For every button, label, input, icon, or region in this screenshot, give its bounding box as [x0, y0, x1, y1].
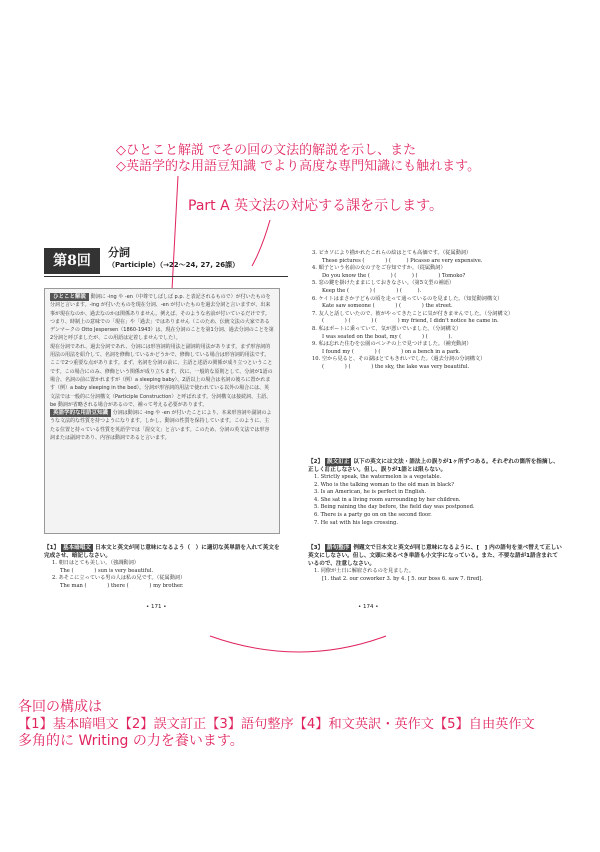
- list-item: 3. ピカソにより描かれたこれらの絵はとても高価です。（従属動詞）: [312, 250, 472, 256]
- list-item: 9. 私は忘れた住むを公園のベンチの上で見つけました。（補充動詞）: [312, 341, 472, 348]
- right-page-number: • 174 •: [358, 604, 379, 610]
- list-item: These pictures ( ) ( ) Picasso are very expensive.: [322, 257, 483, 264]
- explanation-box: [44, 288, 280, 534]
- list-item: ( ) ( ) ( ) my friend, I didn't notice he came in.: [322, 318, 499, 325]
- ex1-en: The ( ) sun is very beautiful.: [60, 567, 154, 574]
- section-2-items: [314, 474, 562, 527]
- list-item: I found my ( ) ( ) on a bench in a park.: [322, 348, 461, 355]
- tag-mame: 英語学的な用語豆知識: [50, 409, 111, 417]
- section-3-num: 【3】: [308, 545, 324, 551]
- list-item: 3. Is an American, he is perfect in English.: [314, 489, 427, 496]
- sec3-item-jp: 1. 同僚が土日に解雇されるのを見ました。: [314, 568, 414, 574]
- section-3-header: [308, 544, 562, 568]
- sec3-item-en: [1. that 2. our coworker 3. by 4. [ 5. our boss 6. saw 7. fired].: [322, 575, 483, 582]
- explanation-para2: 現在分詞であれ、過去分詞であれ、分詞には形容詞的用法と副詞的用法があります。まず形容詞的用法の用法を紹介して、名詞を修飾しているかどうかで、修飾している場合は形容詞的用法です。ここで2つ重要な点があります。まず、名詞を分詞の前に、主語と述語の関係が成り立つということです。この場合にのみ、修飾という関係が成り立ちます。次に、一般的な原則として、分詞が1語の場合、名詞の前に置かれますが（例）a sleeping baby）、2語以上の場合は名詞の後ろに置かれます（例）a baby sleeping in the bed）。分詞が形容詞的用法で使われている以外の場合には、英文法では一般的に分詞構文（Participle Construction）と呼ばれます。分詞構文は接続詞、主語、be 動詞が省略される場合があるので、補って考える必要があります。: [50, 343, 273, 408]
- exercise-1-instruction: 日本文と英文が同じ意味になるよう（ ）に適切な英単語を入れて英文を完成させ、暗記しなさい。: [44, 545, 280, 559]
- callout-bottom-line2: 【1】基本暗唱文【2】誤文訂正【3】語句整序【4】和文英訳・英作文【5】自由英作文: [18, 717, 535, 732]
- explanation-text1: 動詞に -ing や -en（中尊でしばしば p.p. と表記されるもので）が付いたものを分詞と言います。-ing が付いたものを現在分詞、-en が付いたものを過去分詞と言いますが、出来事が現在なのか、過去なのかは関係ありません。例えば、そのような名前が付いているだけです。つまり、時制上の意味での「現在」や「過去」ではありません（このため、伝統文法の大家であるデンマークの Otto Jespersen（1860-1943）は、現在分詞のことを第1分詞、過去分詞のことを第2分詞と呼びましたが、この用語は定着しませんでした）。: [50, 294, 274, 342]
- callout-line-bottom: [210, 636, 386, 652]
- callout-part-a: Part A 英文法の対応する課を示します。: [188, 198, 443, 214]
- list-item: 6. ケイトはまさか子どもの頃を走って通っているのを見ました。（知覚動詞構文）: [312, 295, 503, 302]
- list-item: Kate saw someone ( ) ( ) the street.: [322, 303, 453, 310]
- ex2-jp: 2. あそこに立っている男の人は私の兄です。（従属動詞）: [52, 575, 186, 582]
- explanation-para1: [50, 293, 274, 343]
- callout-top-line2: ◇英語学的な用語豆知識 でより高度な専門知識にも触れます。: [116, 159, 481, 174]
- explanation-para3: [50, 409, 274, 442]
- ex2-en: The man ( ) there ( ) my brother.: [60, 582, 184, 589]
- list-item: 7. He sat with his legs crossing.: [314, 519, 398, 526]
- ex1-jp: 1. 朝日はとても美しい。（強調動詞）: [52, 560, 139, 566]
- section-2-instruction: 以下の英文には文法・語法上の誤りが1ヶ所ずつある。それぞれの箇所を指摘し、正しく訂正しなさい。但し、誤りが1語とは限らない。: [308, 459, 559, 473]
- title-rule: [44, 276, 288, 277]
- list-item: 8. 私はボートに乗っていて、気が悪いでいました。（分詞構文）: [312, 325, 462, 332]
- exercise-1-num: 【1】: [44, 545, 60, 551]
- exercise-1-tag: 基本暗唱文: [63, 545, 92, 551]
- list-item: 6. There is a party go on on the second floor.: [314, 511, 432, 518]
- list-item: 7. 友人と話していたので、彼がやってきたことに気が付きませんでした。（分詞構文）: [312, 310, 514, 317]
- list-item: 5. 窓の鍵を掛けたままにしておきなさい。（第5文型の補語）: [312, 280, 455, 287]
- list-item: 2. Who is the talking woman to the old man in black?: [314, 481, 454, 488]
- lesson-badge: 第8回: [44, 248, 100, 274]
- right-page: [308, 232, 564, 632]
- lesson-title: 分詞: [108, 246, 130, 259]
- list-item: 4. She sat in a living room surrounding by her children.: [314, 496, 461, 503]
- left-page: [36, 232, 288, 632]
- list-item: 1. Strictly speak, the watermelon is a vegetable.: [314, 474, 442, 480]
- callout-bottom-line3: 多角的に Writing の力を養います。: [18, 733, 244, 749]
- list-item: Keep the ( ) ( ) ( ).: [322, 287, 422, 294]
- list-item: ( ) ( ) the sky, the lake was very beautiful.: [322, 363, 470, 370]
- section-2: [308, 458, 562, 527]
- left-page-number: • 171 •: [146, 604, 167, 610]
- explanation-text3: 分詞は動詞に -ing や -en が付いたことにより、本来形容詞や副詞のような文法的な性質を持つようになります。しかし、動詞の性質を保持しています。このように、主たる位置と持っている性質を英語学では「混交文」と言います。このため、分詞の英文法では形容詞または副詞であり、内容は動詞であると言います。: [50, 410, 272, 442]
- list-item: I was seated on the boat, my ( ) ( ).: [322, 333, 453, 340]
- list-item: 10. 空から見ると、その湖はとてもきれいでした。（過去分詞の分詞構文）: [312, 356, 486, 363]
- lesson-subtitle: （Participle）（→22～24, 27, 26課）: [108, 261, 240, 269]
- callout-bottom-line1: 各回の構成は: [18, 699, 102, 715]
- section-2-num: 【2】: [308, 459, 324, 465]
- list-item: Do you know the ( ) ( ) ( ) Tomoko?: [322, 272, 466, 279]
- list-item: 4. 順子という名前の女の子をご存知ですか。（従属動詞）: [312, 265, 446, 272]
- exercise-1-header: [44, 544, 284, 560]
- section-2-header: [308, 458, 562, 474]
- right-items-list: [312, 250, 562, 372]
- section-2-tag: 誤文訂正: [327, 459, 350, 465]
- section-3-tag: 語句整序: [327, 545, 350, 551]
- section-3-instruction: 例題文で日本文と英文が同じ意味になるように、[ ] 内の語句を並べ替えて正しい英文にしなさい。但し、文頭に来るべき単語も小文字になっている。また、不要な語が1語含まれているので、注意しなさい。: [308, 545, 562, 567]
- section-3: [308, 544, 562, 583]
- list-item: 5. Being raining the day before, the field day was postponed.: [314, 504, 475, 511]
- exercise-1: [44, 544, 284, 590]
- book-spread: [36, 232, 564, 632]
- callout-top-line1: ◇ひとこと解説 でその回の文法的解説を示し、また: [116, 143, 417, 158]
- tag-hitokoto: ひとこと解説: [50, 293, 89, 301]
